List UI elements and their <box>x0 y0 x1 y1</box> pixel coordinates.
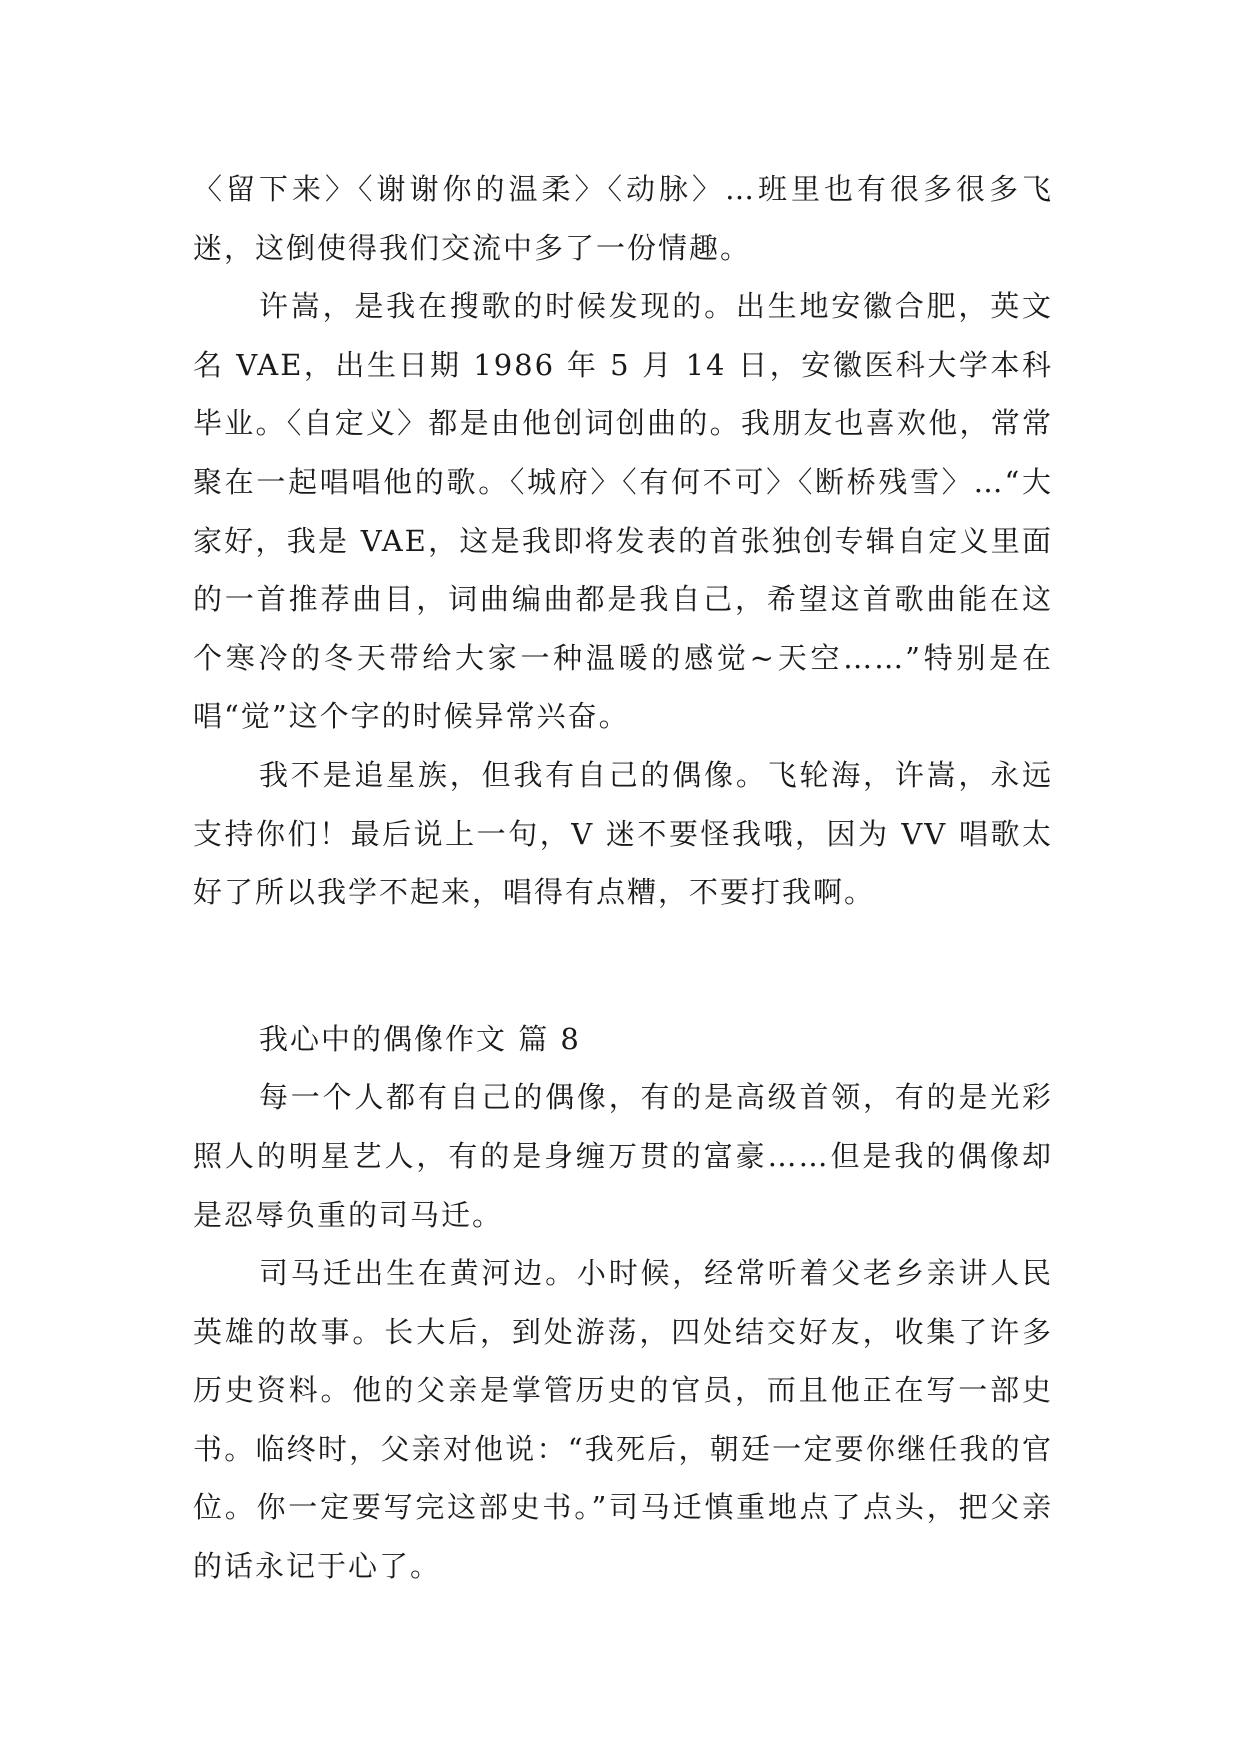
document-body <box>193 160 1053 1596</box>
paragraph: 司马迁出生在黄河边。小时候，经常听着父老乡亲讲人民英雄的故事。长大后，到处游荡，四处结交好友，收集了许多历史资料。他的父亲是掌管历史的官员，而且他正在写一部史书。临终时，父亲对他说：“我死后，朝廷一定要你继任我的官位。你一定要写完这部史书。”司马迁慎重地点了点头，把父亲的话永记于心了。 <box>193 1256 1053 1584</box>
paragraph: 每一个人都有自己的偶像，有的是高级首领，有的是光彩照人的明星艺人，有的是身缠万贯的富豪……但是我的偶像却是忍辱负重的司马迁。 <box>193 1080 1053 1232</box>
section-spacer <box>193 922 1053 1010</box>
paragraph: 我不是追星族，但我有自己的偶像。飞轮海，许嵩，永远支持你们！最后说上一句，V 迷不要怪我哦，因为 VV 唱歌太好了所以我学不起来，唱得有点糟，不要打我啊。 <box>193 757 1053 910</box>
section-heading: 我心中的偶像作文 篇 8 <box>259 1021 581 1056</box>
paragraph: 〈留下来〉〈谢谢你的温柔〉〈动脉〉…班里也有很多很多飞迷，这倒使得我们交流中多了一份情趣。 <box>193 172 1053 265</box>
paragraph: 许嵩，是我在搜歌的时候发现的。出生地安徽合肥，英文名 VAE，出生日期 1986 年 5 月 14 日，安徽医科大学本科毕业。〈自定义〉都是由他创词创曲的。我朋友也喜欢他，常常聚在一起唱唱他的歌。〈城府〉〈有何不可〉〈断桥残雪〉…“大家好，我是 VAE，这是我即将发表的首张独创专辑自定义里面的一首推荐曲目，词曲编曲都是我自己，希望这首歌曲能在这个寒冷的冬天带给大家一种温暖的感觉~天空……”特别是在唱“觉”这个字的时候异常兴奋。 <box>193 289 1053 734</box>
